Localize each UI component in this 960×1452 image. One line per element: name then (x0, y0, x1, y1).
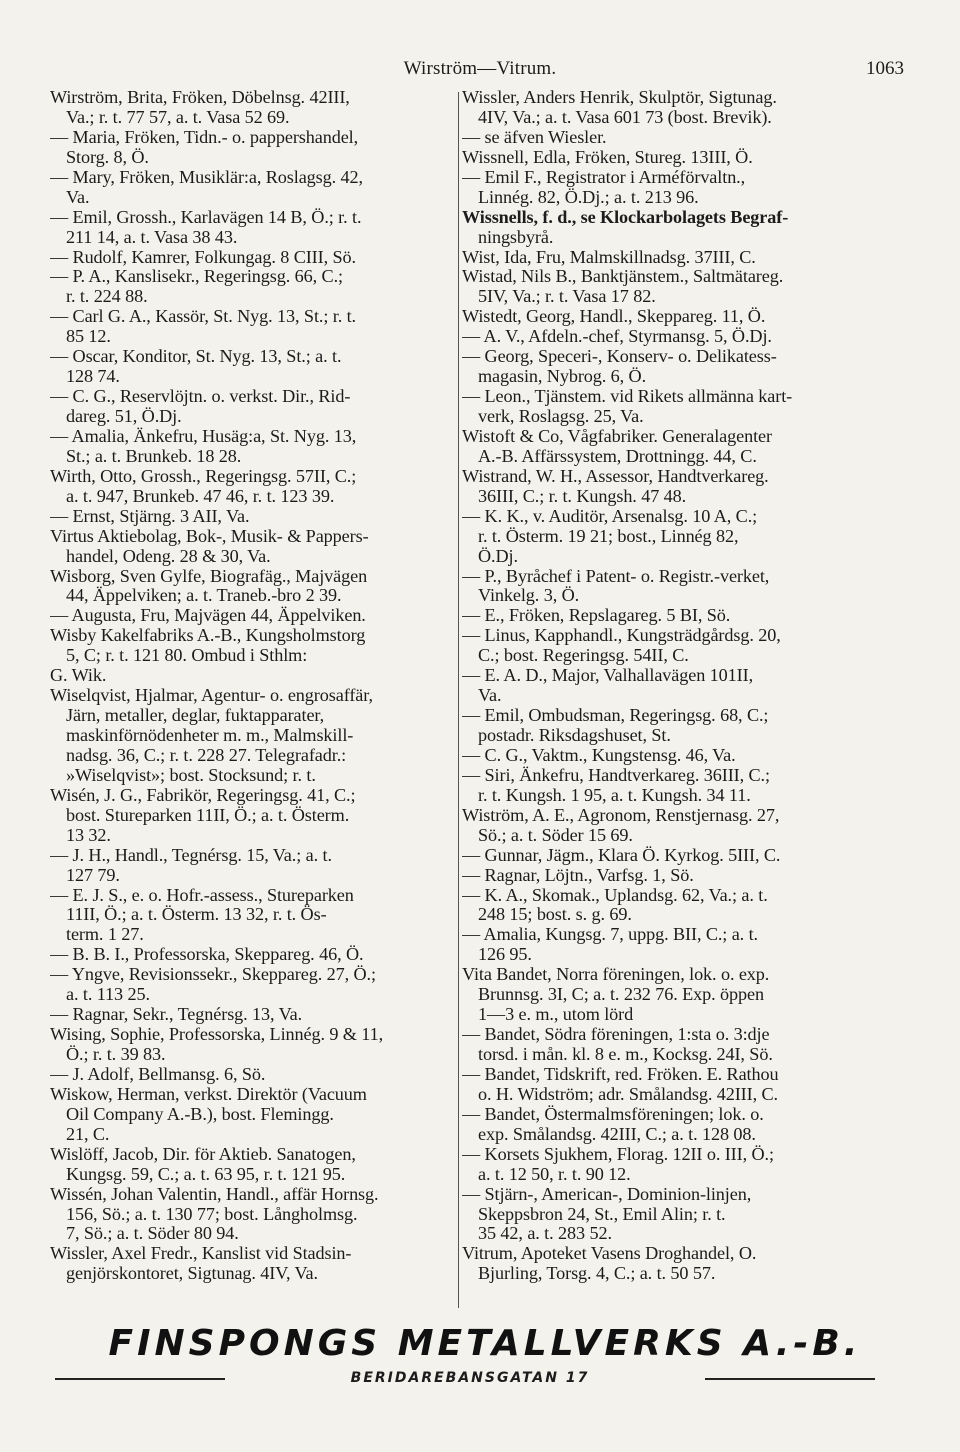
directory-line: — C. G., Vaktm., Kungstensg. 46, Va. (462, 745, 736, 765)
directory-line: Wist, Ida, Fru, Malmskillnadsg. 37III, C. (462, 247, 756, 267)
directory-line: Virtus Aktiebolag, Bok-, Musik- & Pappers- (50, 526, 369, 546)
directory-line: Storg. 8, Ö. (66, 147, 149, 167)
directory-line: 21, C. (66, 1124, 110, 1144)
directory-line: 5, C; r. t. 121 80. Ombud i Sthlm: (66, 646, 308, 666)
directory-line: 35 42, a. t. 283 52. (478, 1224, 612, 1244)
directory-line: Oil Company A.-B.), bost. Flemingg. (66, 1104, 334, 1124)
directory-line: nadsg. 36, C.; r. t. 228 27. Telegrafadr.: (66, 745, 347, 765)
directory-line: 85 12. (66, 327, 111, 347)
directory-line: bost. Stureparken 11II, Ö.; a. t. Österm. (66, 805, 350, 825)
directory-line: torsd. i mån. kl. 8 e. m., Kocksg. 24I, Sö. (478, 1045, 773, 1064)
directory-line: Wissnells, f. d., se Klockarbolagets Begraf- (462, 207, 789, 227)
directory-line: — Gunnar, Jägm., Klara Ö. Kyrkog. 5III, C. (462, 845, 781, 865)
directory-line: Linnég. 82, Ö.Dj.; a. t. 213 96. (478, 187, 699, 207)
directory-line: St.; a. t. Brunkeb. 18 28. (66, 446, 242, 466)
directory-line: Wiström, A. E., Agronom, Renstjernasg. 27, (462, 805, 780, 825)
directory-line: Wisén, J. G., Fabrikör, Regeringsg. 41, C.; (50, 785, 356, 805)
directory-line: — K. K., v. Auditör, Arsenalsg. 10 A, C.; (462, 506, 758, 526)
directory-line: — E., Fröken, Repslagareg. 5 BI, Sö. (462, 606, 731, 626)
directory-line: Wisby Kakelfabriks A.-B., Kungsholmstorg (50, 626, 366, 646)
directory-line: — Leon., Tjänstem. vid Rikets allmänna kart- (462, 387, 793, 407)
directory-line: — Stjärn-, American-, Dominion-linjen, (462, 1184, 752, 1204)
directory-line: — Emil, Grossh., Karlavägen 14 B, Ö.; r. t. (50, 207, 362, 227)
directory-line: 211 14, a. t. Vasa 38 43. (66, 227, 238, 247)
directory-line: dareg. 51, Ö.Dj. (66, 407, 182, 426)
directory-line: — Yngve, Revisionssekr., Skeppareg. 27, Ö.; (50, 965, 376, 985)
directory-line: exp. Smålandsg. 42III, C.; a. t. 128 08. (478, 1124, 756, 1144)
running-title: Wirström—Vitrum. (403, 58, 557, 79)
directory-line: — J. Adolf, Bellmansg. 6, Sö. (50, 1064, 266, 1084)
ad-company-name: FINSPONGS METALLVERKS A.-B. (108, 1323, 862, 1364)
directory-line: 248 15; bost. s. g. 69. (478, 905, 632, 925)
directory-line: Wistrand, W. H., Assessor, Handtverkareg. (462, 466, 769, 486)
directory-line: 1—3 e. m., utom lörd (478, 1005, 634, 1025)
directory-line: — Siri, Änkefru, Handtverkareg. 36III, C.; (462, 765, 770, 785)
directory-line: Wissnell, Edla, Fröken, Stureg. 13III, Ö. (462, 147, 753, 167)
directory-line: — se äfven Wiesler. (462, 127, 607, 147)
directory-line: Sö.; a. t. Söder 15 69. (478, 825, 633, 845)
directory-line: — Maria, Fröken, Tidn.- o. pappershandel, (50, 127, 359, 147)
directory-line: — A. V., Afdeln.-chef, Styrmansg. 5, Ö.Dj. (462, 327, 772, 347)
directory-line: Wissler, Axel Fredr., Kanslist vid Stadsin- (50, 1244, 352, 1264)
directory-line: 13 32. (66, 825, 111, 845)
directory-line: — C. G., Reservlöjtn. o. verkst. Dir., Rid- (50, 387, 351, 407)
directory-line: — Bandet, Östermalmsföreningen; lok. o. (462, 1104, 764, 1124)
directory-line: Va. (66, 187, 90, 207)
directory-line: C.; bost. Regeringsg. 54II, C. (478, 646, 689, 666)
directory-line: — E. J. S., e. o. Hofr.-assess., Stureparken (50, 885, 354, 905)
page-header (0, 58, 960, 88)
directory-line: r. t. Kungsh. 1 95, a. t. Kungsh. 34 11. (478, 785, 751, 805)
ad-rule-right (705, 1378, 875, 1380)
directory-line: Wirth, Otto, Grossh., Regeringsg. 57II, C.; (50, 466, 357, 486)
directory-line: 156, Sö.; a. t. 130 77; bost. Långholmsg. (66, 1204, 358, 1224)
directory-line: Wislöff, Jacob, Dir. för Aktieb. Sanatogen, (50, 1144, 356, 1164)
directory-line: Brunnsg. 3I, C; a. t. 232 76. Exp. öppen (478, 985, 764, 1005)
directory-line: — Augusta, Fru, Majvägen 44, Äppelviken. (50, 606, 366, 626)
directory-line: magasin, Nybrog. 6, Ö. (478, 367, 647, 387)
directory-line: 7, Sö.; a. t. Söder 80 94. (66, 1224, 239, 1244)
directory-line: 127 79. (66, 865, 120, 885)
directory-line: — Bandet, Södra föreningen, 1:sta o. 3:dje (462, 1025, 770, 1045)
directory-line: Va. (478, 686, 502, 706)
directory-line: r. t. 224 88. (66, 287, 148, 307)
directory-line: Wissén, Johan Valentin, Handl., affär Hornsg. (50, 1184, 379, 1204)
directory-line: »Wiselqvist»; bost. Stocksund; r. t. (66, 765, 316, 785)
directory-line: — J. H., Handl., Tegnérsg. 15, Va.; a. t. (50, 845, 332, 865)
directory-line: — Carl G. A., Kassör, St. Nyg. 13, St.; r. t. (50, 307, 356, 327)
directory-line: Wirström, Brita, Fröken, Döbelnsg. 42III, (50, 88, 350, 107)
directory-line: — Amalia, Änkefru, Husäg:a, St. Nyg. 13, (50, 426, 357, 446)
directory-line: ningsbyrå. (478, 227, 554, 247)
directory-line: 11II, Ö.; a. t. Österm. 13 32, r. t. Ös- (66, 905, 327, 925)
directory-line: Vinkelg. 3, Ö. (478, 586, 580, 606)
directory-line: Ö.; r. t. 39 83. (66, 1045, 166, 1064)
directory-line: verk, Roslagsg. 25, Va. (478, 407, 644, 426)
directory-line: Va.; r. t. 77 57, a. t. Vasa 52 69. (66, 107, 290, 127)
directory-line: Wising, Sophie, Professorska, Linnég. 9 & 11, (50, 1025, 384, 1045)
directory-line: — Amalia, Kungsg. 7, uppg. BII, C.; a. t. (462, 925, 758, 945)
right-column (462, 88, 920, 1318)
directory-line: a. t. 12 50, r. t. 90 12. (478, 1164, 631, 1184)
directory-line: Wiskow, Herman, verkst. Direktör (Vacuum (50, 1084, 367, 1104)
directory-line: 5IV, Va.; r. t. Vasa 17 82. (478, 287, 656, 307)
directory-line: Wissler, Anders Henrik, Skulptör, Sigtunag. (462, 88, 777, 107)
directory-line: 126 95. (478, 945, 532, 965)
directory-line: genjörskontoret, Sigtunag. 4IV, Va. (66, 1264, 318, 1284)
ad-rule-left (55, 1378, 225, 1380)
directory-line: 4IV, Va.; a. t. Vasa 601 73 (bost. Brevik). (478, 107, 772, 127)
advertisement (55, 1322, 915, 1392)
directory-line: a. t. 113 25. (66, 985, 150, 1005)
directory-line: Wistedt, Georg, Handl., Skeppareg. 11, Ö. (462, 307, 766, 327)
directory-line: Bjurling, Torsg. 4, C.; a. t. 50 57. (478, 1264, 716, 1284)
page-number: 1063 (866, 58, 904, 79)
directory-line: Wisborg, Sven Gylfe, Biografäg., Majvägen (50, 566, 368, 586)
directory-line: Kungsg. 59, C.; a. t. 63 95, r. t. 121 95. (66, 1164, 346, 1184)
directory-line: Wistad, Nils B., Banktjänstem., Saltmätareg. (462, 267, 784, 287)
directory-line: term. 1 27. (66, 925, 144, 945)
directory-line: — Rudolf, Kamrer, Folkungag. 8 CIII, Sö. (50, 247, 356, 267)
directory-line: G. Wik. (50, 666, 107, 686)
directory-line: Vita Bandet, Norra föreningen, lok. o. exp. (462, 965, 770, 985)
directory-columns (50, 88, 920, 1318)
directory-line: Vitrum, Apoteket Vasens Droghandel, O. (462, 1244, 757, 1264)
directory-line: Skeppsbron 24, St., Emil Alin; r. t. (478, 1204, 726, 1224)
directory-line: postadr. Riksdagshuset, St. (478, 726, 671, 745)
directory-line: — Emil, Ombudsman, Regeringsg. 68, C.; (462, 706, 769, 726)
directory-line: Wiselqvist, Hjalmar, Agentur- o. engrosaffär, (50, 686, 373, 706)
directory-line: handel, Odeng. 28 & 30, Va. (66, 546, 271, 566)
directory-line: — Georg, Speceri-, Konserv- o. Delikatess- (462, 347, 777, 367)
directory-line: Ö.Dj. (478, 546, 518, 566)
directory-line: — Mary, Fröken, Musiklär:a, Roslagsg. 42, (50, 167, 363, 187)
directory-line: — Emil F., Registrator i Arméförvaltn., (462, 167, 746, 187)
directory-line: — B. B. I., Professorska, Skeppareg. 46, Ö. (50, 945, 364, 965)
directory-line: 44, Äppelviken; a. t. Traneb.-bro 2 39. (66, 586, 342, 606)
directory-line: a. t. 947, Brunkeb. 47 46, r. t. 123 39. (66, 486, 335, 506)
directory-line: — K. A., Skomak., Uplandsg. 62, Va.; a. t. (462, 885, 768, 905)
directory-line: Järn, metaller, deglar, fuktapparater, (66, 706, 325, 726)
directory-line: 128 74. (66, 367, 120, 387)
directory-line: r. t. Österm. 19 21; bost., Linnég 82, (478, 526, 739, 546)
column-divider (458, 92, 459, 1308)
directory-line: — Bandet, Tidskrift, red. Fröken. E. Rathou (462, 1064, 779, 1084)
directory-line: — P. A., Kanslisekr., Regeringsg. 66, C.; (50, 267, 343, 287)
ad-address: BERIDAREBANSGATAN 17 (350, 1370, 590, 1386)
directory-line: — Oscar, Konditor, St. Nyg. 13, St.; a. t. (50, 347, 342, 367)
directory-line: — Linus, Kapphandl., Kungsträdgårdsg. 20, (462, 626, 781, 646)
ad-address-row (55, 1370, 915, 1386)
directory-line: — Ragnar, Löjtn., Varfsg. 1, Sö. (462, 865, 694, 885)
directory-line: — P., Byråchef i Patent- o. Registr.-verket, (462, 566, 770, 586)
directory-line: — Korsets Sjukhem, Florag. 12II o. III, Ö.; (462, 1144, 774, 1164)
directory-line: — Ernst, Stjärng. 3 AII, Va. (50, 506, 250, 526)
directory-line: maskinförnödenheter m. m., Malmskill- (66, 726, 354, 745)
directory-line: Wistoft & Co, Vågfabriker. Generalagenter (462, 426, 772, 446)
directory-line: — Ragnar, Sekr., Tegnérsg. 13, Va. (50, 1005, 303, 1025)
left-column (50, 88, 458, 1318)
directory-line: o. H. Widström; adr. Smålandsg. 42III, C. (478, 1084, 778, 1104)
directory-line: — E. A. D., Major, Valhallavägen 101II, (462, 666, 754, 686)
directory-line: A.-B. Affärssystem, Drottningg. 44, C. (478, 446, 757, 466)
directory-line: 36III, C.; r. t. Kungsh. 47 48. (478, 486, 687, 506)
